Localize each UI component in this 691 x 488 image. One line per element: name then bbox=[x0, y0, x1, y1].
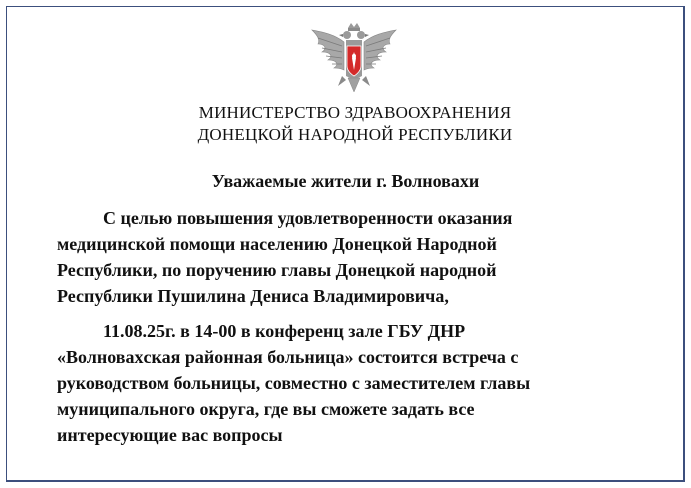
paragraph2-line: интересующие вас вопросы bbox=[57, 425, 283, 445]
greeting-heading: Уважаемые жители г. Волновахи bbox=[211, 171, 480, 191]
paragraph1-line: Республики, по поручению главы Донецкой народной bbox=[57, 260, 497, 280]
paragraph1-line: С целью повышения удовлетворенности оказания bbox=[103, 208, 513, 228]
paragraph2-line: руководством больницы, совместно с заместителем главы bbox=[57, 373, 531, 393]
paragraph2-line: «Волноваxская районная больница» состоится встреча с bbox=[57, 347, 519, 367]
ministry-name-line1: МИНИСТЕРСТВО ЗДРАВООХРАНЕНИЯ bbox=[198, 103, 512, 122]
paragraph2-line: муниципального округа, где вы сможете задать все bbox=[57, 399, 475, 419]
paragraph1-line: Республики Пушилина Дениса Владимировича, bbox=[57, 286, 449, 306]
paragraph2-line: 11.08.25г. в 14-00 в конференц зале ГБУ ДНР bbox=[103, 321, 466, 341]
paragraph1-line: медицинской помощи населению Донецкой Народной bbox=[57, 234, 497, 254]
ministry-name-line2: ДОНЕЦКОЙ НАРОДНОЙ РЕСПУБЛИКИ bbox=[197, 125, 513, 144]
dpr-coat-of-arms-icon bbox=[304, 20, 404, 100]
